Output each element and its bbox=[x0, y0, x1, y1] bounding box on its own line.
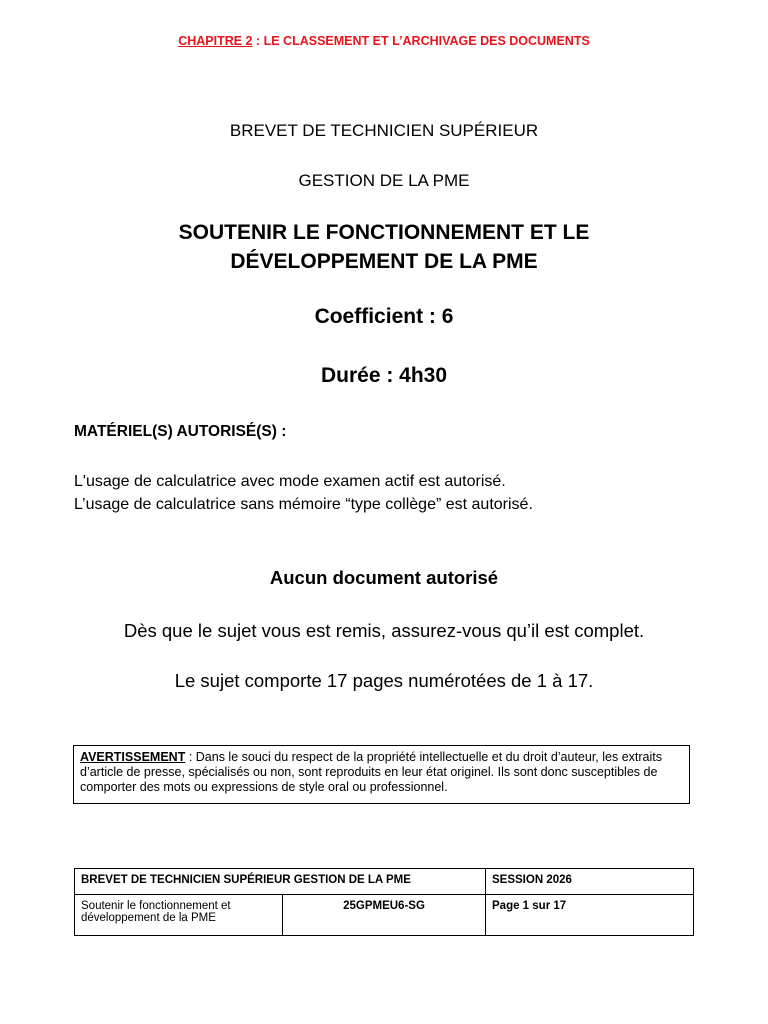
footer-row-1 bbox=[75, 869, 694, 895]
subject-title bbox=[0, 218, 768, 276]
coefficient: Coefficient : 6 bbox=[314, 305, 454, 328]
subject-title-line-2: DÉVELOPPEMENT DE LA PME bbox=[230, 250, 538, 273]
footer-session: SESSION 2026 bbox=[486, 869, 694, 895]
warning-label: AVERTISSEMENT bbox=[80, 750, 186, 764]
page-count-notice: Le sujet comporte 17 pages numérotées de 1 à 17. bbox=[174, 670, 594, 691]
check-complete-notice: Dès que le sujet vous est remis, assurez-vous qu’il est complet. bbox=[123, 620, 645, 641]
chapter-label: CHAPITRE 2 bbox=[178, 34, 253, 48]
chapter-heading bbox=[0, 34, 768, 48]
materials-heading: MATÉRIEL(S) AUTORISÉ(S) : bbox=[74, 423, 287, 440]
specialty-title: GESTION DE LA PME bbox=[298, 171, 470, 190]
duration: Durée : 4h30 bbox=[320, 364, 448, 387]
footer-page: Page 1 sur 17 bbox=[486, 895, 694, 936]
subject-title-line-1: SOUTENIR LE FONCTIONNEMENT ET LE bbox=[178, 221, 590, 244]
warning-box bbox=[73, 745, 690, 804]
footer-table bbox=[74, 868, 694, 936]
footer-code: 25GPMEU6-SG bbox=[283, 895, 486, 936]
warning-text: : Dans le souci du respect de la propriété intellectuelle et du droit d’auteur, les extraits d’article de presse, spécialisés ou non, sont reproduits en leur état originel. Ils sont donc susceptibles de comporter des mots ou expressions de style oral ou professionnel. bbox=[80, 750, 662, 794]
materials-line-1: L'usage de calculatrice avec mode examen actif est autorisé. bbox=[74, 473, 506, 490]
diploma-title: BREVET DE TECHNICIEN SUPÉRIEUR bbox=[229, 121, 539, 140]
chapter-title: : LE CLASSEMENT ET L’ARCHIVAGE DES DOCUMENTS bbox=[252, 34, 590, 48]
footer-row-2 bbox=[75, 895, 694, 936]
materials-line-2: L’usage de calculatrice sans mémoire “type collège” est autorisé. bbox=[74, 496, 533, 513]
footer-diploma: BREVET DE TECHNICIEN SUPÉRIEUR GESTION DE LA PME bbox=[75, 869, 486, 895]
footer-subject: Soutenir le fonctionnement et développement de la PME bbox=[75, 895, 283, 936]
no-documents-notice: Aucun document autorisé bbox=[269, 567, 499, 588]
